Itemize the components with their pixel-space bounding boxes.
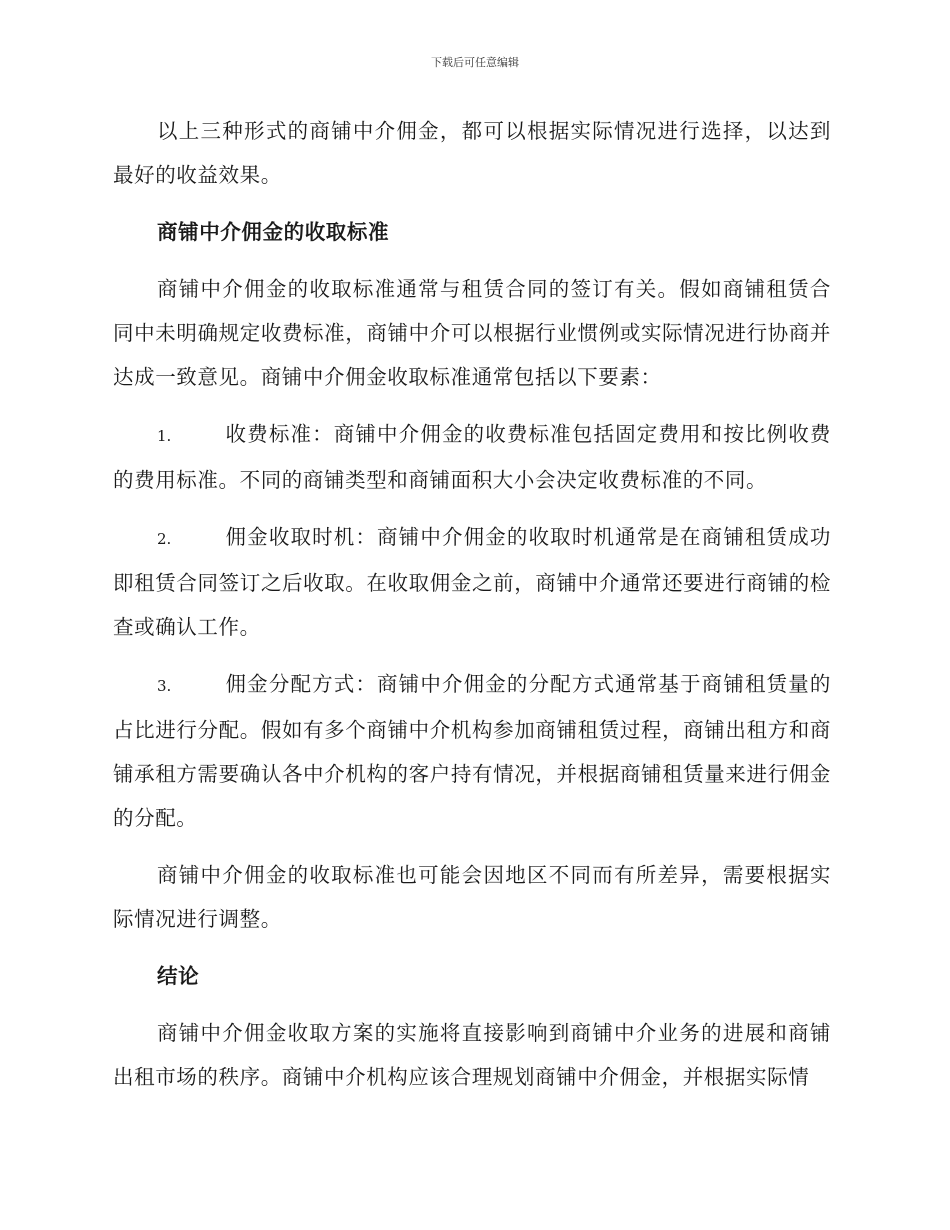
list-item-text: 佣金分配方式：商铺中介佣金的分配方式通常基于商铺租赁量的占比进行分配。假如有多个商铺中介机构参加商铺租赁过程，商铺出租方和商铺承租方需要确认各中介机构的客户持有情况，并根据商铺租赁量来进行佣金的分配。: [113, 672, 831, 830]
conclusion-paragraph: 商铺中介佣金收取方案的实施将直接影响到商铺中介业务的进展和商铺出租市场的秩序。商铺中介机构应该合理规划商铺中介佣金，并根据实际情: [113, 1021, 831, 1089]
list-item: [113, 412, 831, 502]
list-item-number: 2.: [157, 530, 172, 548]
document-body: [113, 109, 831, 1112]
page-header: 下载后可任意编辑: [431, 56, 519, 69]
list-item-number: 3.: [157, 677, 172, 695]
list-item-text: 佣金收取时机：商铺中介佣金的收取时机通常是在商铺租赁成功即租赁合同签订之后收取。在收取佣金之前，商铺中介通常还要进行商铺的检查或确认工作。: [113, 525, 831, 639]
standard-intro-paragraph: 商铺中介佣金的收取标准通常与租赁合同的签订有关。假如商铺租赁合同中未明确规定收费标准，商铺中介可以根据行业惯例或实际情况进行协商并达成一致意见。商铺中介佣金收取标准通常包括以下要素：: [113, 277, 831, 389]
intro-paragraph: 以上三种形式的商铺中介佣金，都可以根据实际情况进行选择，以达到最好的收益效果。: [113, 119, 831, 187]
standard-note-paragraph: 商铺中介佣金的收取标准也可能会因地区不同而有所差异，需要根据实际情况进行调整。: [113, 863, 831, 931]
section-heading-conclusion: 结论: [157, 964, 200, 988]
section-heading-standard: 商铺中介佣金的收取标准: [157, 220, 390, 244]
list-item-number: 1.: [157, 427, 172, 445]
list-item-text: 收费标准：商铺中介佣金的收费标准包括固定费用和按比例收费的费用标准。不同的商铺类型和商铺面积大小会决定收费标准的不同。: [113, 422, 831, 492]
list-item: [113, 662, 831, 840]
list-item: [113, 515, 831, 649]
